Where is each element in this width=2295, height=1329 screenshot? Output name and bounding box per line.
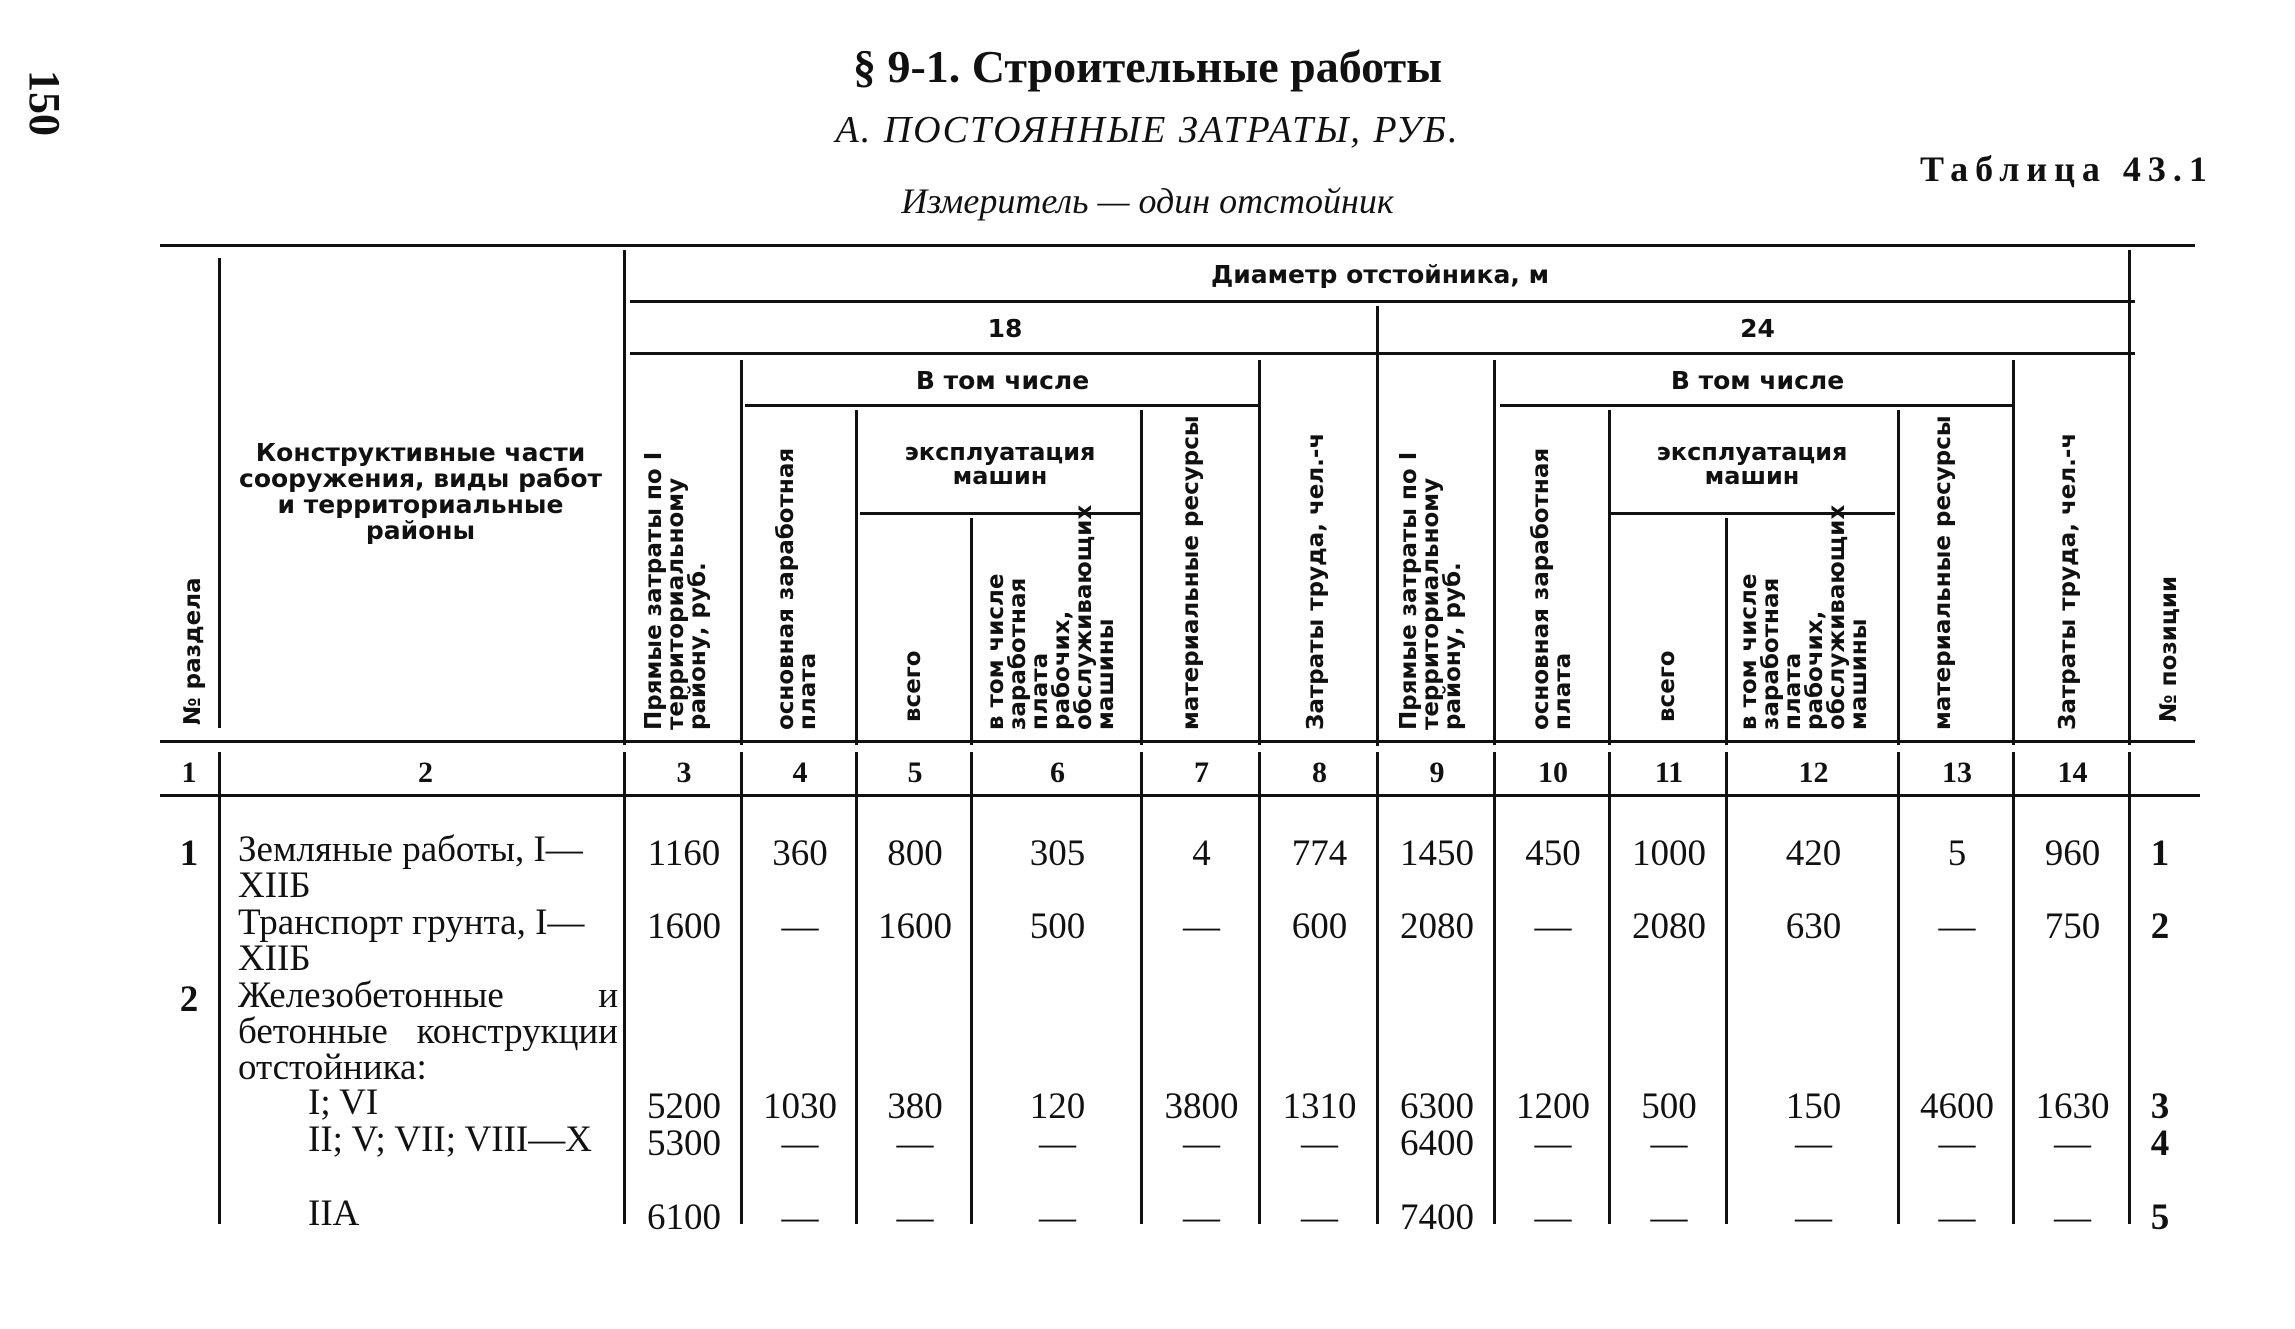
table-cell: — xyxy=(1650,1197,1688,1238)
column-number: 7 xyxy=(1194,756,1209,789)
vline-body-11 xyxy=(1725,752,1728,1224)
table-cell: — xyxy=(1650,1123,1688,1164)
measure-unit: Измеритель — один отстойник xyxy=(901,181,1394,221)
incl-24-header: В том числе xyxy=(1670,366,1845,395)
table-cell: 1630 xyxy=(2035,1086,2110,1127)
vline-c3 xyxy=(740,360,743,745)
rule-under-expl-24 xyxy=(1610,512,1895,515)
table-cell: 5 xyxy=(1947,833,1967,874)
table-cell: — xyxy=(1795,1123,1832,1164)
vline-body-8 xyxy=(1376,752,1379,1224)
table-cell: — xyxy=(1938,1123,1976,1164)
table-cell: — xyxy=(1301,1197,1338,1238)
row-label: Транспорт грунта, I—XIIБ xyxy=(238,902,585,979)
table-cell: 630 xyxy=(1785,906,1842,947)
table-cell: 6300 xyxy=(1400,1086,1474,1127)
table-cell: 380 xyxy=(887,1086,943,1127)
incl-18-header: В том числе xyxy=(915,366,1090,395)
table-cell: 3800 xyxy=(1164,1086,1239,1127)
vline-body-5 xyxy=(970,752,973,1224)
materials-24-header: материальные ресурсы xyxy=(1930,415,1956,730)
vline-body-10 xyxy=(1608,752,1611,1224)
position-number: 2 xyxy=(2150,906,2170,947)
table-cell: 360 xyxy=(772,833,828,874)
table-cell: 500 xyxy=(1029,906,1086,947)
table-cell: 1310 xyxy=(1282,1086,1357,1127)
row-label: IIА xyxy=(308,1193,360,1234)
table-cell: — xyxy=(1039,1197,1076,1238)
total-18-header: всего xyxy=(900,650,926,722)
table-cell: — xyxy=(1183,1197,1220,1238)
vline-section xyxy=(218,258,221,728)
position-number: 1 xyxy=(2150,833,2170,874)
table-cell: 750 xyxy=(2044,906,2101,947)
table-cell: — xyxy=(781,906,819,947)
direct-costs-18-header: Прямые затраты по I территориальному району, руб. xyxy=(641,451,711,730)
position-number: 3 xyxy=(2150,1086,2170,1127)
table-cell: 2080 xyxy=(1400,906,1474,947)
position-no-header: № позиции xyxy=(2156,575,2182,722)
column-number: 11 xyxy=(1654,756,1684,789)
diameter-header: Диаметр отстойника, м xyxy=(1210,260,1550,289)
table-cell: 960 xyxy=(2044,833,2101,874)
column-number: 3 xyxy=(676,756,692,789)
table-cell: 5300 xyxy=(647,1123,721,1164)
row-label: Земляные работы, I—XIIБ xyxy=(238,829,583,906)
column-number: 14 xyxy=(2057,756,2088,789)
row-label: I; VI xyxy=(308,1082,379,1123)
table-cell: — xyxy=(1534,1123,1572,1164)
vline-c5 xyxy=(970,518,973,745)
table-cell: 305 xyxy=(1029,833,1086,874)
position-number: 4 xyxy=(2150,1123,2170,1164)
table-cell: 600 xyxy=(1291,906,1348,947)
row-label: Железобетонные и бетонные конструкции отстойника: xyxy=(238,975,618,1088)
vline-c12 xyxy=(1897,410,1900,745)
column-number: 5 xyxy=(907,756,923,789)
table-cell: 450 xyxy=(1525,833,1581,874)
table-cell: 4600 xyxy=(1920,1086,1994,1127)
vline-c11 xyxy=(1725,518,1728,745)
rule-under-18 xyxy=(630,352,1385,355)
table-cell: 7400 xyxy=(1400,1197,1474,1238)
table-cell: 6100 xyxy=(647,1197,721,1238)
vline-body-1 xyxy=(218,752,221,1224)
vline-body-12 xyxy=(1897,752,1900,1224)
section-number: 2 xyxy=(179,979,199,1020)
exploitation-18-header: эксплуатация машин xyxy=(904,438,1096,490)
column-number: 2 xyxy=(418,756,433,789)
column-number: 13 xyxy=(1942,756,1972,789)
diameter-18-header: 18 xyxy=(987,314,1023,343)
column-number: 4 xyxy=(792,756,808,789)
table-cell: — xyxy=(1938,1197,1976,1238)
column-number: 12 xyxy=(1798,756,1829,789)
table-cell: 2080 xyxy=(1632,906,1706,947)
table-cell: 1160 xyxy=(647,833,721,874)
table-cell: 1450 xyxy=(1400,833,1474,874)
column-number: 8 xyxy=(1312,756,1327,789)
vline-body-6 xyxy=(1140,752,1143,1224)
vline-c6 xyxy=(1140,410,1143,745)
table-cell: — xyxy=(1534,1197,1572,1238)
table-cell: — xyxy=(1938,906,1976,947)
position-number: 5 xyxy=(2150,1197,2170,1238)
table-cell: — xyxy=(1534,906,1572,947)
vline-body-3 xyxy=(740,752,743,1224)
incl-wage-24-header: в том числе заработная плата рабочих, обслуживающих машины xyxy=(1736,504,1872,730)
base-salary-18-header: основная заработная плата xyxy=(773,447,821,730)
table-cell: 1600 xyxy=(878,906,952,947)
vline-parts xyxy=(623,250,626,745)
vline-18-24 xyxy=(1376,306,1379,746)
labor-24-header: Затраты труда, чел.-ч xyxy=(2055,432,2081,730)
table-label: Таблица 43.1 xyxy=(1920,149,2214,189)
table-cell: 5200 xyxy=(647,1086,721,1127)
subtitle: А. ПОСТОЯННЫЕ ЗАТРАТЫ, РУБ. xyxy=(835,109,1460,151)
vline-body-14 xyxy=(2128,752,2131,1224)
rule-under-incl-18 xyxy=(745,404,1260,407)
row-label: II; V; VII; VIII—X xyxy=(308,1119,592,1160)
section-no-header: № раздела xyxy=(180,577,206,725)
column-number: 6 xyxy=(1050,756,1065,789)
table-cell: — xyxy=(1039,1123,1076,1164)
table-cell: 4 xyxy=(1192,833,1211,874)
table-top-rule xyxy=(160,244,2195,247)
table-cell: 1030 xyxy=(763,1086,837,1127)
vline-c13 xyxy=(2012,360,2015,745)
materials-18-header: материальные ресурсы xyxy=(1178,415,1204,730)
column-number: 1 xyxy=(181,756,197,789)
table-cell: 800 xyxy=(887,833,943,874)
table-cell: 120 xyxy=(1029,1086,1086,1127)
table-cell: — xyxy=(1795,1197,1832,1238)
column-number: 9 xyxy=(1429,756,1445,789)
vline-c4 xyxy=(855,410,858,745)
table-cell: — xyxy=(1301,1123,1338,1164)
table-cell: — xyxy=(1183,906,1220,947)
table-cell: 6400 xyxy=(1400,1123,1474,1164)
table-cell: — xyxy=(896,1123,934,1164)
rule-under-diameter xyxy=(630,300,2135,303)
table-cell: 1000 xyxy=(1632,833,1706,874)
table-cell: — xyxy=(2054,1123,2091,1164)
table-cell: — xyxy=(2054,1197,2091,1238)
vline-body-7 xyxy=(1258,752,1261,1224)
column-number-rule xyxy=(160,794,2200,797)
header-bottom-rule xyxy=(160,740,2195,743)
total-24-header: всего xyxy=(1654,650,1680,722)
section-number: 1 xyxy=(179,833,199,874)
table-cell: 1200 xyxy=(1516,1086,1590,1127)
table-cell: — xyxy=(781,1197,819,1238)
section-title: § 9-1. Строительные работы xyxy=(852,41,1443,92)
base-salary-24-header: основная заработная плата xyxy=(1528,447,1576,730)
table-cell: — xyxy=(896,1197,934,1238)
table-cell: 500 xyxy=(1641,1086,1697,1127)
table-cell: — xyxy=(1183,1123,1220,1164)
vline-body-2 xyxy=(623,752,626,1224)
column-number: 10 xyxy=(1538,756,1568,789)
table-cell: 774 xyxy=(1291,833,1348,874)
labor-18-header: Затраты труда, чел.-ч xyxy=(1303,432,1329,730)
vline-body-4 xyxy=(855,752,858,1224)
table-cell: — xyxy=(781,1123,819,1164)
vline-c9 xyxy=(1493,360,1496,745)
rule-under-incl-24 xyxy=(1500,404,2015,407)
table-cell: 1600 xyxy=(647,906,721,947)
exploitation-24-header: эксплуатация машин xyxy=(1656,438,1848,490)
table-cell: 420 xyxy=(1785,833,1842,874)
rule-under-expl-18 xyxy=(860,512,1140,515)
vline-body-13 xyxy=(2012,752,2015,1224)
direct-costs-24-header: Прямые затраты по I территориальному району, руб. xyxy=(1396,451,1466,730)
parts-header: Конструктивные части сооружения, виды работ и территориальные районы xyxy=(239,438,602,545)
table-cell: 150 xyxy=(1785,1086,1842,1127)
vline-body-9 xyxy=(1493,752,1496,1224)
vline-c10 xyxy=(1608,410,1611,745)
diameter-24-header: 24 xyxy=(1740,314,1775,343)
vline-c7 xyxy=(1258,360,1261,745)
rule-under-24 xyxy=(1385,352,2135,355)
page-number: 150 xyxy=(20,70,69,136)
incl-wage-18-header: в том числе заработная плата рабочих, обслуживающих машины xyxy=(983,504,1119,730)
